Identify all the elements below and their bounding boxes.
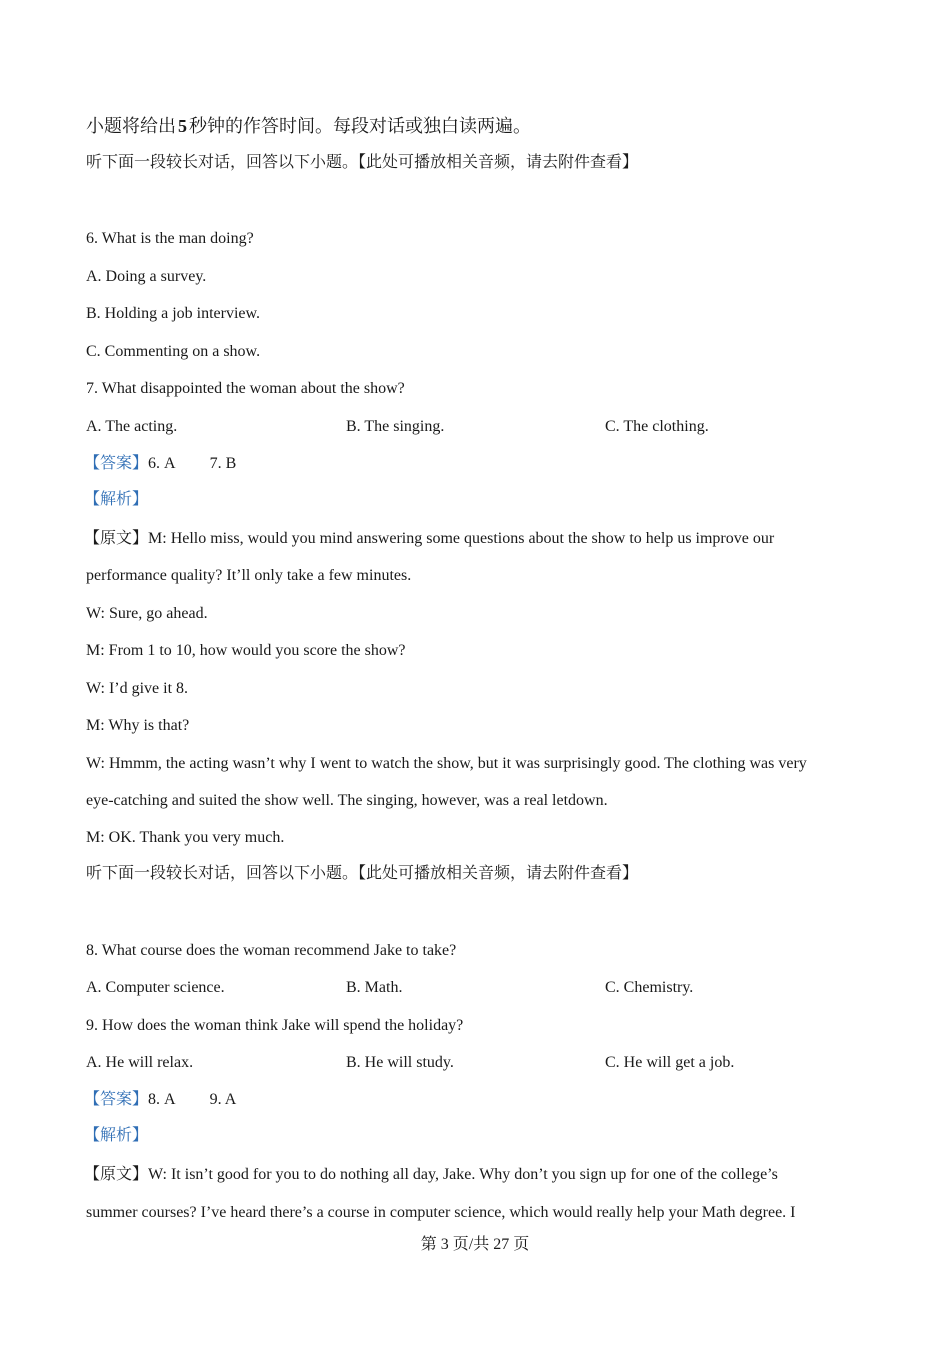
transcript-1-line-8: eye-catching and suited the show well. The singing, however, was a real letdown. (86, 792, 608, 809)
analysis-tag-2: 【解析】 (84, 1127, 149, 1144)
q6-option-b: B. Holding a job interview. (86, 305, 261, 322)
q8-option-c: C. Chemistry. (605, 979, 694, 996)
transcript-1-line-9: M: OK. Thank you very much. (86, 829, 285, 846)
intro-text-1: 小题将给出 (86, 116, 176, 136)
q7-stem: 7. What disappointed the woman about the show? (86, 380, 405, 397)
transcript-2-line-2: summer courses? I’ve heard there’s a course in computer science, which would really help your Math degree. I (86, 1204, 796, 1221)
transcript-tag: 【原文】 (84, 530, 149, 547)
transcript-1-line-7: W: Hmmm, the acting wasn’t why I went to watch the show, but it was surprisingly good. The clothing was very (86, 755, 807, 772)
q6-stem: 6. What is the man doing? (86, 230, 254, 247)
intro-seconds: 5 (178, 116, 187, 136)
q8-stem: 8. What course does the woman recommend Jake to take? (86, 942, 457, 959)
transcript-1-line-2: performance quality? It’ll only take a few minutes. (86, 567, 412, 584)
q8-option-a: A. Computer science. (86, 979, 225, 996)
answer-tag: 【答案】 (84, 1091, 149, 1108)
q9-stem: 9. How does the woman think Jake will spend the holiday? (86, 1017, 464, 1034)
q7-option-c: C. The clothing. (605, 418, 709, 435)
transcript-2-line-1: 【原文】W: It isn’t good for you to do nothing all day, Jake. Why don’t you sign up for one of the college’s (84, 1166, 778, 1183)
intro-text-2: 秒钟的作答时间。每段对话或独白读两遍。 (189, 116, 531, 136)
transcript-1-line-5: W: I’d give it 8. (86, 680, 189, 697)
transcript-1-line-1: 【原文】M: Hello miss, would you mind answering some questions about the show to help us improve our (84, 530, 775, 547)
q7-option-b: B. The singing. (346, 418, 445, 435)
q9-option-a: A. He will relax. (86, 1054, 194, 1071)
page-footer: 第 3 页/共 27 页 (420, 1236, 530, 1253)
q6-option-a: A. Doing a survey. (86, 268, 207, 285)
transcript-1-line-3: W: Sure, go ahead. (86, 605, 208, 622)
q7-option-a: A. The acting. (86, 418, 178, 435)
answer-tag: 【答案】 (84, 455, 149, 472)
answer-8: 8. A (148, 1091, 176, 1108)
transcript-1-line-6: M: Why is that? (86, 717, 190, 734)
transcript-tag: 【原文】 (84, 1166, 149, 1183)
audio-note-2: 听下面一段较长对话，回答以下小题。【此处可播放相关音频，请去附件查看】 (86, 865, 639, 882)
answer-line-1 (84, 454, 236, 474)
q9-option-b: B. He will study. (346, 1054, 454, 1071)
answer-line-2 (84, 1090, 236, 1110)
q9-option-c: C. He will get a job. (605, 1054, 735, 1071)
intro-line (86, 116, 531, 136)
q6-option-c: C. Commenting on a show. (86, 343, 261, 360)
analysis-tag-1: 【解析】 (84, 491, 149, 508)
answer-9: 9. A (209, 1091, 237, 1108)
answer-7: 7. B (209, 455, 237, 472)
q8-option-b: B. Math. (346, 979, 403, 996)
audio-note-1: 听下面一段较长对话，回答以下小题。【此处可播放相关音频，请去附件查看】 (86, 154, 639, 171)
answer-6: 6. A (148, 455, 176, 472)
transcript-1-line-4: M: From 1 to 10, how would you score the show? (86, 642, 406, 659)
